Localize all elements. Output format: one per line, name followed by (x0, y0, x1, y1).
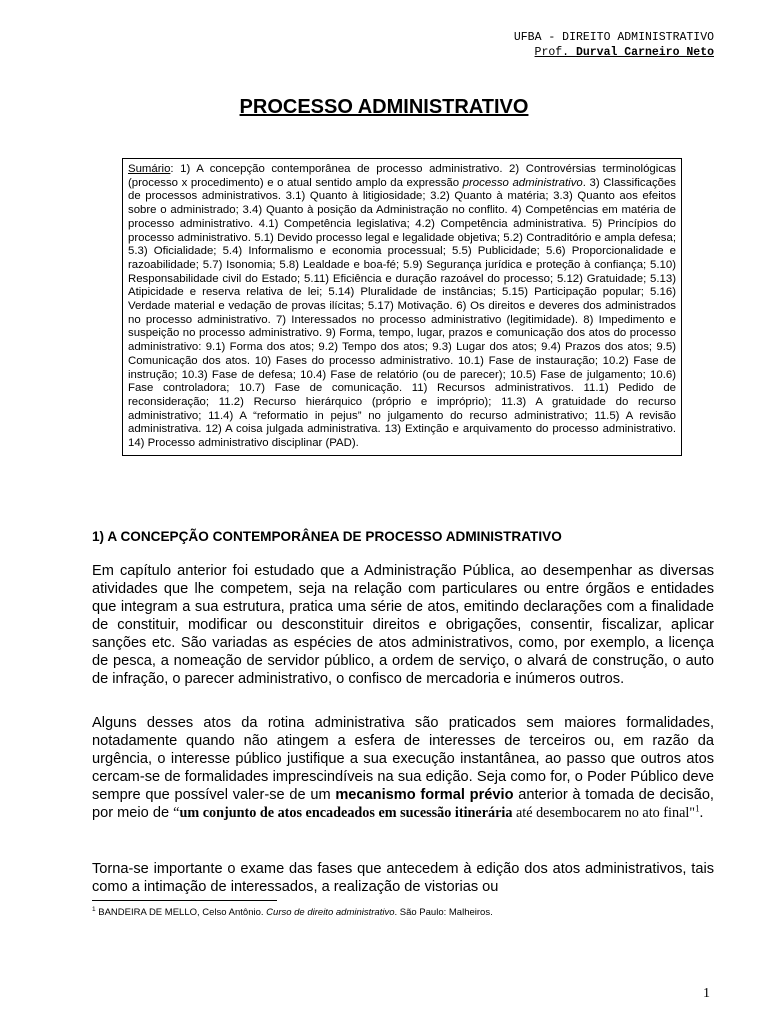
summary-text-italic: processo administrativo (462, 176, 583, 189)
paragraph-1: Em capítulo anterior foi estudado que a Administração Pública, ao desempenhar as diversas atividades que lhe competem, seja na relação com particulares ou entre órgãos e entidades que integram a sua estrutura, pratica uma série de atos, emitindo declarações com a finalidade de constituir, modificar ou desconstituir direitos e obrigações, consentir, fiscalizar, aplicar sanções etc. São variadas as espécies de atos administrativos, como, por exemplo, a licença de pesca, a nomeação de servidor público, a ordem de serviço, o alvará de construção, o auto de infração, o parecer administrativo, o confisco de mercadoria e inúmeros outros. (92, 563, 714, 687)
summary-box (122, 158, 682, 456)
footnote-divider (92, 900, 277, 901)
summary-text-a: : 1) A concepção contemporânea de processo administrativo. 2) Controvérsias terminológicas (processo x procedimento) e o atual sentido amplo da expressão (128, 163, 676, 189)
paragraph-2 (92, 714, 714, 822)
summary-text-b: . 3) Classificações de processos administrativos. 3.1) Quanto à litigiosidade; 3.2) Quanto à matéria; 3.3) Quanto aos efeitos sobre o administrado; 3.4) Quanto à posição da Administração no conflito. 4) Competências em matéria de processo administrativo. 4.1) Competência legislativa; 4.2) Competência administrativa. 5) Princípios do processo administrativo. 5.1) Devido processo legal e legalidade objetiva; 5.2) Contraditório e ampla defesa; 5.3) Oficialidade; 5.4) Informalismo e economia processual; 5.5) Publicidade; 5.6) Proporcionalidade e razoabilidade; 5.7) Isonomia; 5.8) Lealdade e boa-fé; 5.9) Segurança jurídica e proteção à confiança; 5.10) Responsabilidade civil do Estado; 5.11) Eficiência e duração razoável do processo; 5.12) Gratuidade; 5.13) Atipicidade e reserva relativa de lei; 5.14) Pluralidade de instâncias; 5.15) Participação popular; 5.16) Verdade material e vedação de provas ilícitas; 5.17) Motivação. 6) Os direitos e deveres dos administrados no processo administrativo. 7) Interessados no processo administrativo (legitimidade). 8) Impedimento e suspeição no processo administrativo. 9) Forma, tempo, lugar, prazos e comunicação dos atos do processo administrativo: 9.1) Forma dos atos; 9.2) Tempo dos atos; 9.3) Lugar dos atos; 9.4) Prazos dos atos; 9.5) Comunicação dos atos. 10) Fases do processo administrativo. 10.1) Fase de instauração; 10.2) Fase de instrução; 10.3) Fase de defesa; 10.4) Fase de relatório (ou de parecer); 10.5) Fase de julgamento; 10.6) Fase controladora; 10.7) Fase de comunicação. 11) Recursos administrativos. 11.1) Pedido de reconsideração; 11.2) Recurso hierárquico (próprio e impróprio); 11.3) A gratuidade do recurso administrativo; 11.4) A “reformatio in pejus” no julgamento do recurso administrativo; 11.5) A revisão administrativa. 12) A coisa julgada administrativa. 13) Extinção e arquivamento do processo administrativo. 14) Processo administrativo disciplinar (PAD). (128, 176, 677, 450)
paragraph-2-text-b: anterior à tomada de decisão, por meio de (92, 787, 714, 821)
paragraph-3: Torna-se importante o exame das fases que antecedem à edição dos atos administrativos, tais como a intimação de interessados, a realização de vistorias ou (92, 861, 714, 895)
quote-rest: até desembocarem no ato final" (512, 805, 696, 821)
quoted-citation (173, 805, 703, 821)
summary-label: Sumário (128, 163, 171, 175)
footnote-number: 1 (92, 905, 96, 913)
header-prof-prefix: Prof. (534, 46, 576, 59)
section-heading: 1) A CONCEPÇÃO CONTEMPORÂNEA DE PROCESSO ADMINISTRATIVO (92, 529, 562, 544)
document-title: PROCESSO ADMINISTRATIVO (239, 96, 529, 118)
paragraph-2-text-a: Alguns desses atos da rotina administrativa são praticados sem maiores formalidades, notadamente quando não atingem a esfera de interesses de terceiros ou, em razão da urgência, o interesse público justifique a sua execução instantânea, ao passo que outros atos cercam-se de formalidades imprescindíveis na sua edição. Seja como for, o Poder Público deve sempre que possível valer-se de um (92, 715, 714, 803)
footnote-italic: Curso de direito administrativo (266, 907, 395, 918)
footnote (92, 907, 714, 919)
quote-open: “ (173, 805, 180, 821)
page-header (514, 30, 714, 60)
quote-end: . (699, 805, 704, 821)
header-prof-name: Durval Carneiro Neto (575, 46, 714, 59)
footnote-text-b: . São Paulo: Malheiros. (394, 907, 493, 918)
header-course: UFBA - DIREITO ADMINISTRATIVO (513, 31, 714, 44)
footnote-text-a: BANDEIRA DE MELLO, Celso Antônio. (95, 907, 267, 918)
header-professor (514, 45, 714, 60)
page-number: 1 (703, 986, 710, 1001)
footnote-ref[interactable]: 1 (695, 803, 700, 814)
paragraph-2-bold: mecanismo formal prévio (335, 787, 514, 803)
quote-bold: um conjunto de atos encadeados em sucessão itinerária (179, 805, 513, 821)
